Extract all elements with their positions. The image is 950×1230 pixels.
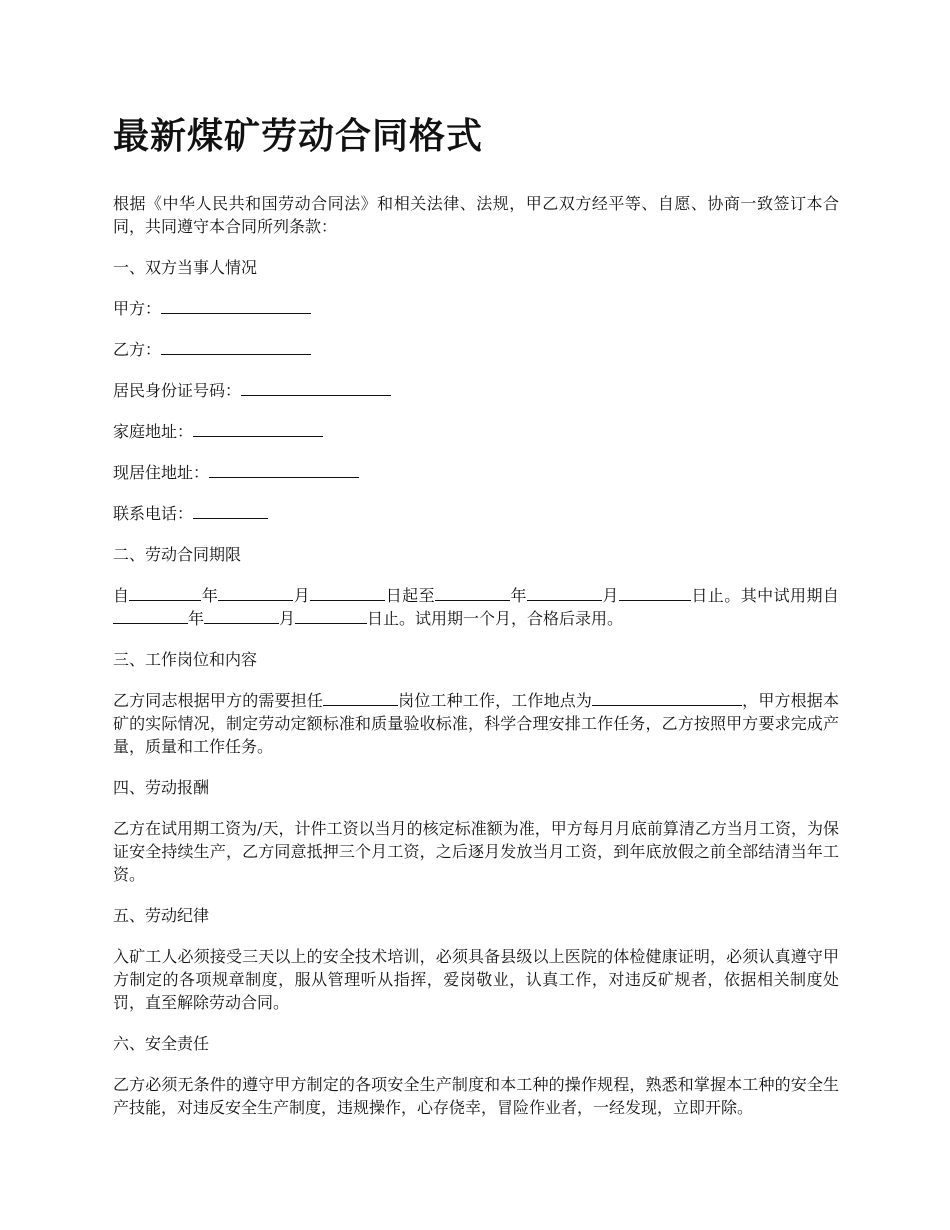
party-a-blank[interactable] (161, 297, 311, 314)
current-address-blank[interactable] (209, 461, 359, 478)
job-paragraph (113, 689, 839, 758)
section-3-heading: 三、工作岗位和内容 (113, 650, 258, 669)
id-number-label: 居民身份证号码： (113, 381, 242, 400)
term-text-10: 日止。试用期一个月，合格后录用。 (367, 609, 624, 628)
section-2-heading: 二、劳动合同期限 (113, 545, 242, 564)
job-text-1: 乙方同志根据甲方的需要担任 (113, 691, 324, 710)
party-b-blank[interactable] (161, 338, 311, 355)
contract-term-paragraph (113, 584, 839, 630)
section-1-heading: 一、双方当事人情况 (113, 258, 258, 277)
section-6-heading: 六、安全责任 (113, 1034, 210, 1053)
phone-blank[interactable] (193, 502, 268, 519)
id-number-field (113, 379, 839, 402)
document-title: 最新煤矿劳动合同格式 (113, 116, 484, 157)
end-year-blank[interactable] (435, 584, 510, 601)
start-year-blank[interactable] (129, 584, 201, 601)
trial-day-blank[interactable] (295, 607, 367, 624)
section-5-heading: 五、劳动纪律 (113, 906, 210, 925)
phone-label: 联系电话： (113, 504, 194, 523)
party-a-label: 甲方： (113, 299, 162, 318)
work-location-blank[interactable] (592, 689, 742, 706)
term-text-3: 月 (293, 586, 311, 605)
section-4-heading: 四、劳动报酬 (113, 778, 210, 797)
term-text-8: 年 (188, 609, 205, 628)
term-text-6: 月 (601, 586, 619, 605)
home-address-blank[interactable] (193, 420, 323, 437)
term-text-1: 自 (113, 586, 130, 605)
end-day-blank[interactable] (619, 584, 691, 601)
term-text-7: 日止。其中试用期自 (690, 586, 839, 605)
id-number-blank[interactable] (241, 379, 391, 396)
start-day-blank[interactable] (310, 584, 385, 601)
trial-month-blank[interactable] (204, 607, 279, 624)
term-text-2: 年 (201, 586, 219, 605)
remuneration-paragraph: 乙方在试用期工资为/天，计件工资以当月的核定标准额为准，甲方每月月底前算清乙方当月工资，为保证安全持续生产，乙方同意抵押三个月工资，之后逐月发放当月工资，到年底放假之前全部结清当年工资。 (113, 819, 839, 884)
party-b-label: 乙方： (113, 340, 162, 359)
home-address-label: 家庭地址： (113, 422, 194, 441)
party-a-field (113, 297, 839, 320)
term-text-5: 年 (510, 586, 527, 605)
party-b-field (113, 338, 839, 361)
intro-paragraph: 根据《中华人民共和国劳动合同法》和相关法律、法规，甲乙双方经平等、自愿、协商一致签订本合同，共同遵守本合同所列条款： (113, 194, 839, 236)
end-month-blank[interactable] (527, 584, 602, 601)
job-text-2: 岗位工种工作，工作地点为 (398, 691, 593, 710)
position-blank[interactable] (323, 689, 398, 706)
home-address-field (113, 420, 839, 443)
term-text-4: 日起至 (385, 586, 436, 605)
term-text-9: 月 (279, 609, 296, 628)
job-text-3: ，甲方根据本矿的实际情况，制定劳动定额标准和质量验收标准，科学合理安排工作任务，乙方按照甲方要求完成产量，质量和工作任务。 (113, 691, 839, 756)
current-address-field (113, 461, 839, 484)
safety-paragraph: 乙方必须无条件的遵守甲方制定的各项安全生产制度和本工种的操作规程，熟悉和掌握本工种的安全生产技能，对违反安全生产制度，违规操作，心存侥幸，冒险作业者，一经发现，立即开除。 (113, 1075, 839, 1117)
trial-year-blank[interactable] (113, 607, 188, 624)
start-month-blank[interactable] (218, 584, 293, 601)
current-address-label: 现居住地址： (113, 463, 210, 482)
document-page (113, 112, 839, 1137)
phone-field (113, 502, 839, 525)
discipline-paragraph: 入矿工人必须接受三天以上的安全技术培训，必须具备县级以上医院的体检健康证明，必须认真遵守甲方制定的各项规章制度，服从管理听从指挥，爱岗敬业，认真工作，对违反矿规者，依据相关制度处罚，直至解除劳动合同。 (113, 947, 839, 1012)
